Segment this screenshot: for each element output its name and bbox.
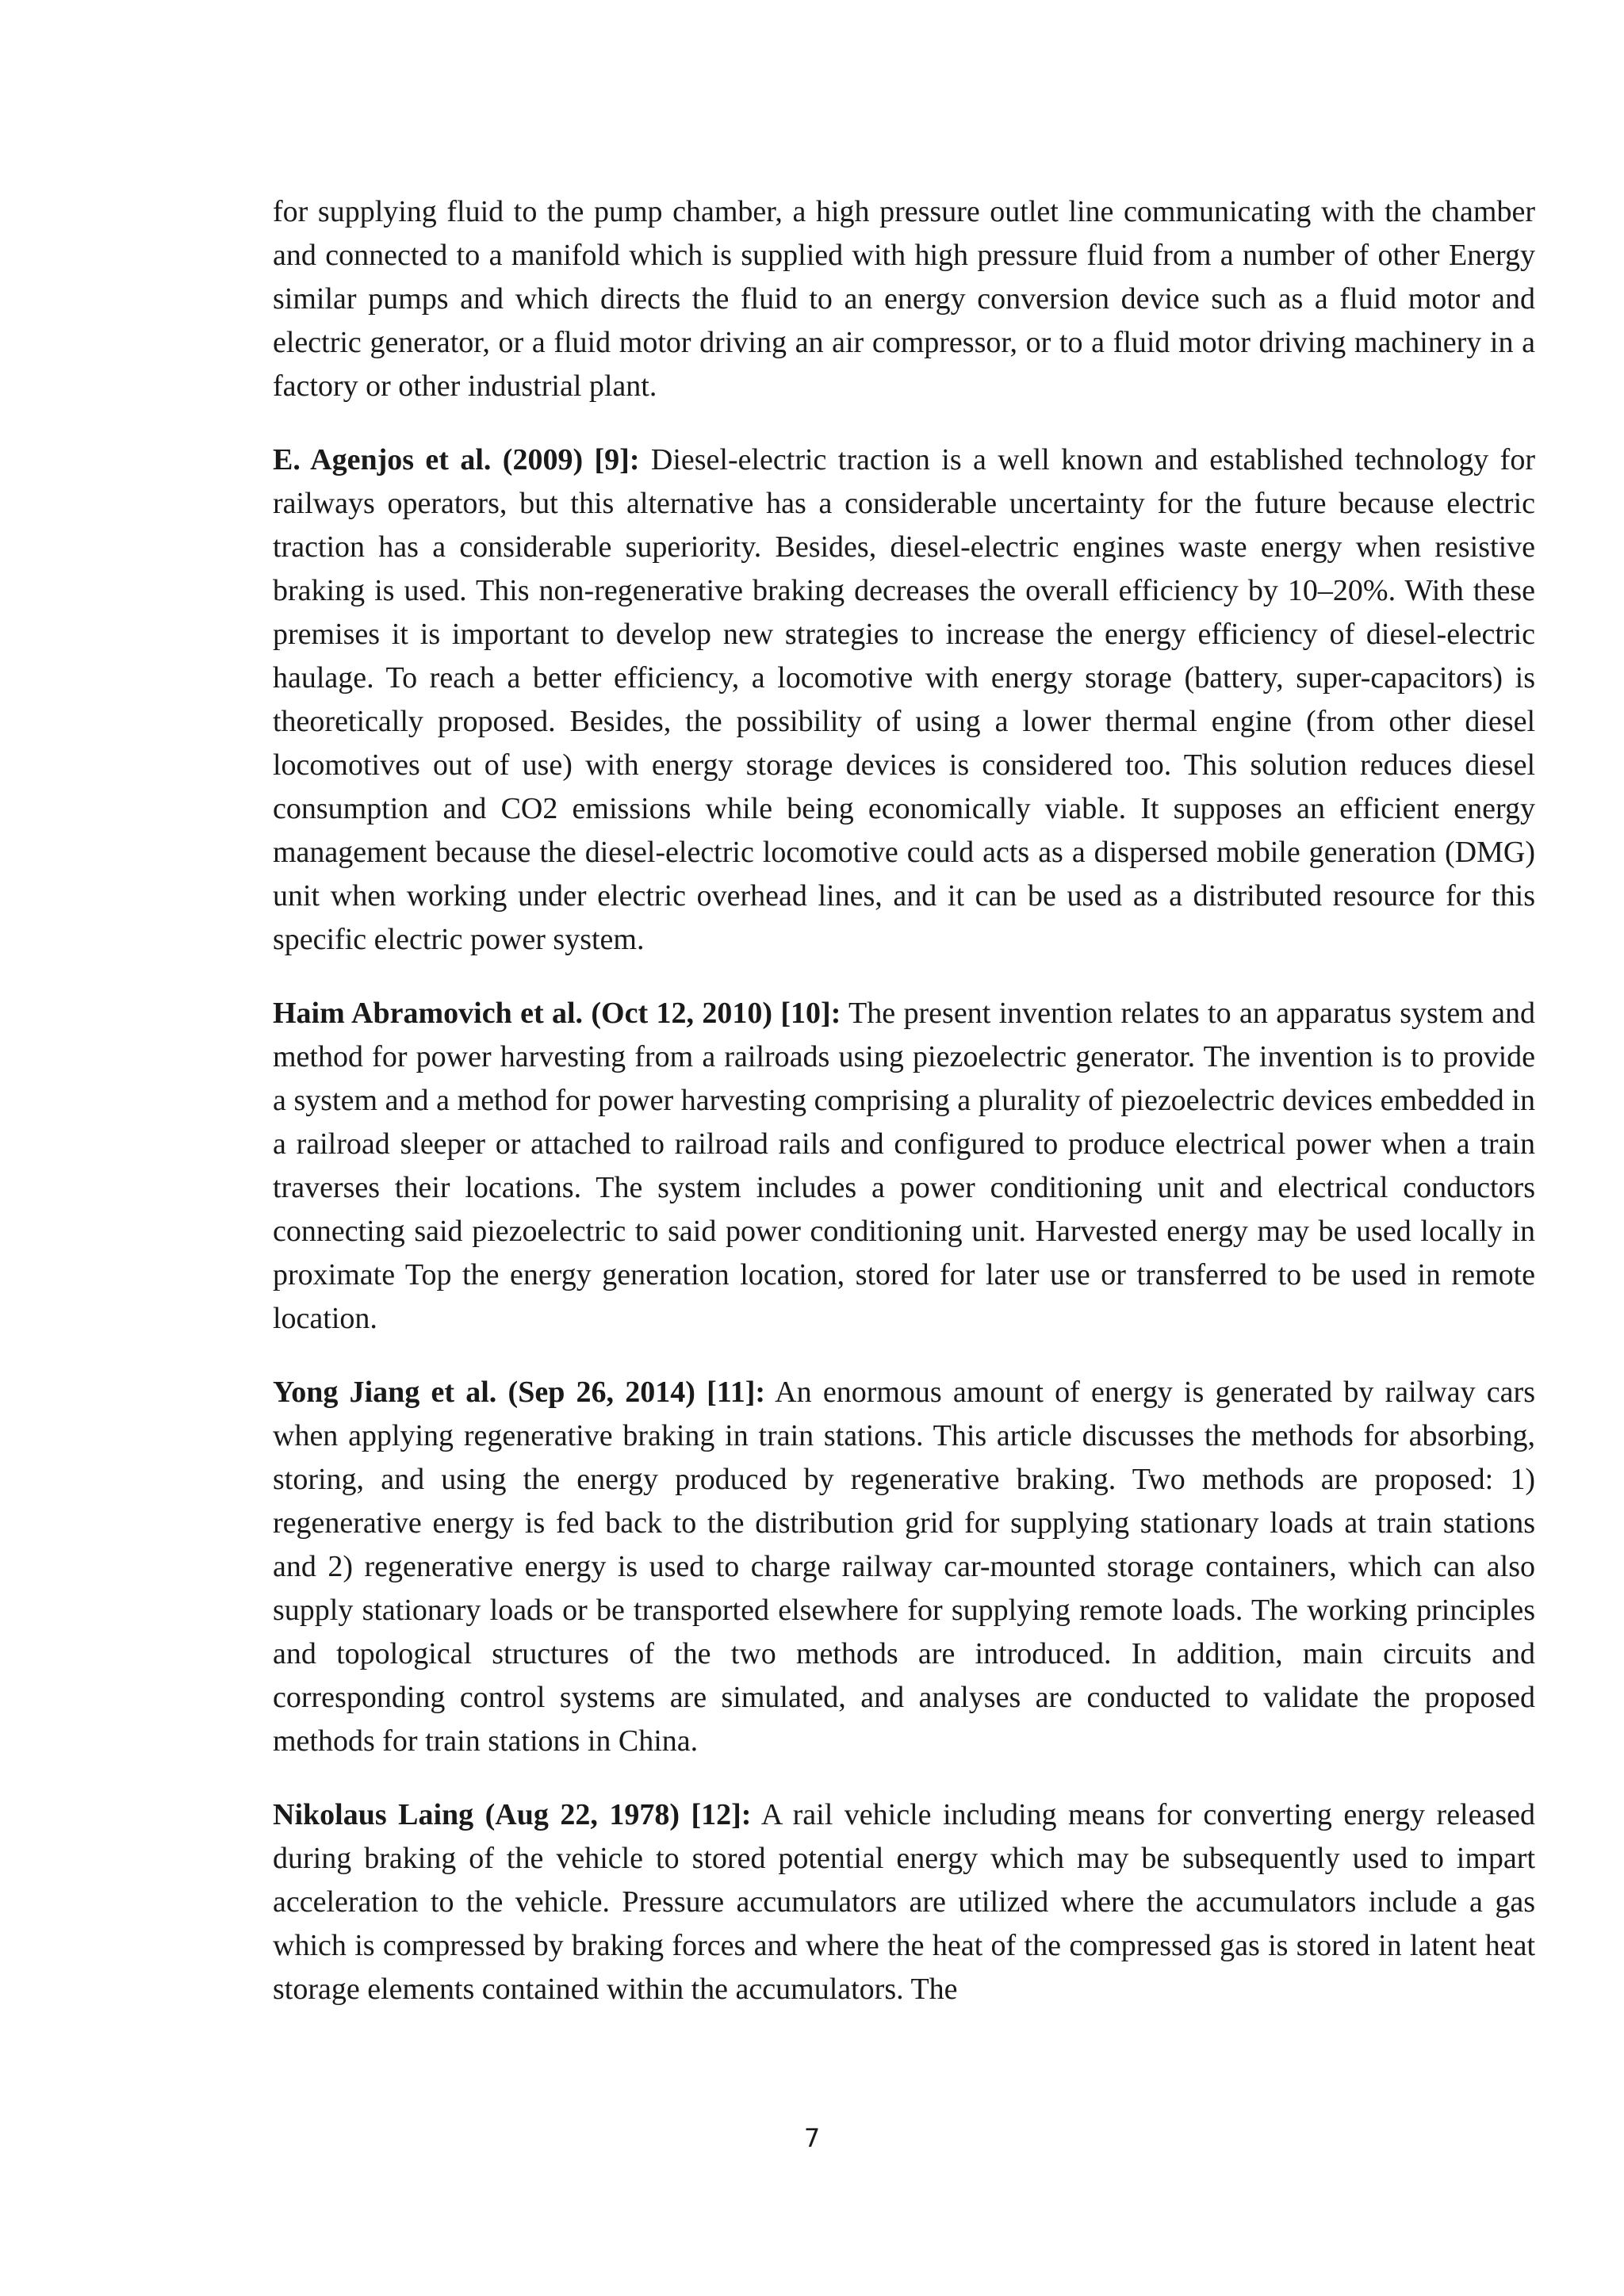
literature-entry-agenjos xyxy=(273,438,1535,962)
literature-entry-laing xyxy=(273,1793,1535,2011)
body-text xyxy=(273,190,1535,2042)
entry-lead-agenjos: E. Agenjos et al. (2009) [9]: xyxy=(273,443,640,476)
entry-text-agenjos: Diesel-electric traction is a well known and established technology for railways operators, but this alternative has a considerable uncertainty for the future because electric traction has a considerable superiority. Besides, diesel-electric engines waste energy when resistive braking is used. This non-regenerative braking decreases the overall efficiency by 10–20%. With these premises it is important to develop new strategies to increase the energy efficiency of diesel-electric haulage. To reach a better efficiency, a locomotive with energy storage (battery, super-capacitors) is theoretically proposed. Besides, the possibility of using a lower thermal engine (from other diesel locomotives out of use) with energy storage devices is considered too. This solution reduces diesel consumption and CO2 emissions while being economically viable. It supposes an efficient energy management because the diesel-electric locomotive could acts as a dispersed mobile generation (DMG) unit when working under electric overhead lines, and it can be used as a distributed resource for this specific electric power system. xyxy=(273,443,1535,956)
entry-lead-abramovich: Haim Abramovich et al. (Oct 12, 2010) [10]: xyxy=(273,997,841,1030)
literature-entry-abramovich xyxy=(273,992,1535,1341)
entry-text-jiang: An enormous amount of energy is generated by railway cars when applying regenerative braking in train stations. This article discusses the methods for absorbing, storing, and using the energy produced by regenerative braking. Two methods are proposed: 1) regenerative energy is fed back to the distribution grid for supplying stationary loads at train stations and 2) regenerative energy is used to charge railway car-mounted storage containers, which can also supply stationary loads or be transported elsewhere for supplying remote loads. The working principles and topological structures of the two methods are introduced. In addition, main circuits and corresponding control systems are simulated, and analyses are conducted to validate the proposed methods for train stations in China. xyxy=(273,1376,1535,1758)
page-number: 7 xyxy=(803,2123,821,2153)
literature-entry-jiang xyxy=(273,1371,1535,1763)
entry-lead-jiang: Yong Jiang et al. (Sep 26, 2014) [11]: xyxy=(273,1376,766,1409)
entry-text-laing: A rail vehicle including means for converting energy released during braking of the vehicle to stored potential energy which may be subsequently used to impart acceleration to the vehicle. Pressure accumulators are utilized where the accumulators include a gas which is compressed by braking forces and where the heat of the compressed gas is stored in latent heat storage elements contained within the accumulators. The xyxy=(273,1798,1535,2006)
entry-lead-laing: Nikolaus Laing (Aug 22, 1978) [12]: xyxy=(273,1798,752,1831)
continuation-paragraph: for supplying fluid to the pump chamber, a high pressure outlet line communicating with the chamber and connected to a manifold which is supplied with high pressure fluid from a number of other Energy similar pumps and which directs the fluid to an energy conversion device such as a fluid motor and electric generator, or a fluid motor driving an air compressor, or to a fluid motor driving machinery in a factory or other industrial plant. xyxy=(273,195,1535,403)
entry-text-abramovich: The present invention relates to an apparatus system and method for power harvesting from a railroads using piezoelectric generator. The invention is to provide a system and a method for power harvesting comprising a plurality of piezoelectric devices embedded in a railroad sleeper or attached to railroad rails and configured to produce electrical power when a train traverses their locations. The system includes a power conditioning unit and electrical conductors connecting said piezoelectric to said power conditioning unit. Harvested energy may be used locally in proximate Top the energy generation location, stored for later use or transferred to be used in remote location. xyxy=(273,997,1535,1335)
